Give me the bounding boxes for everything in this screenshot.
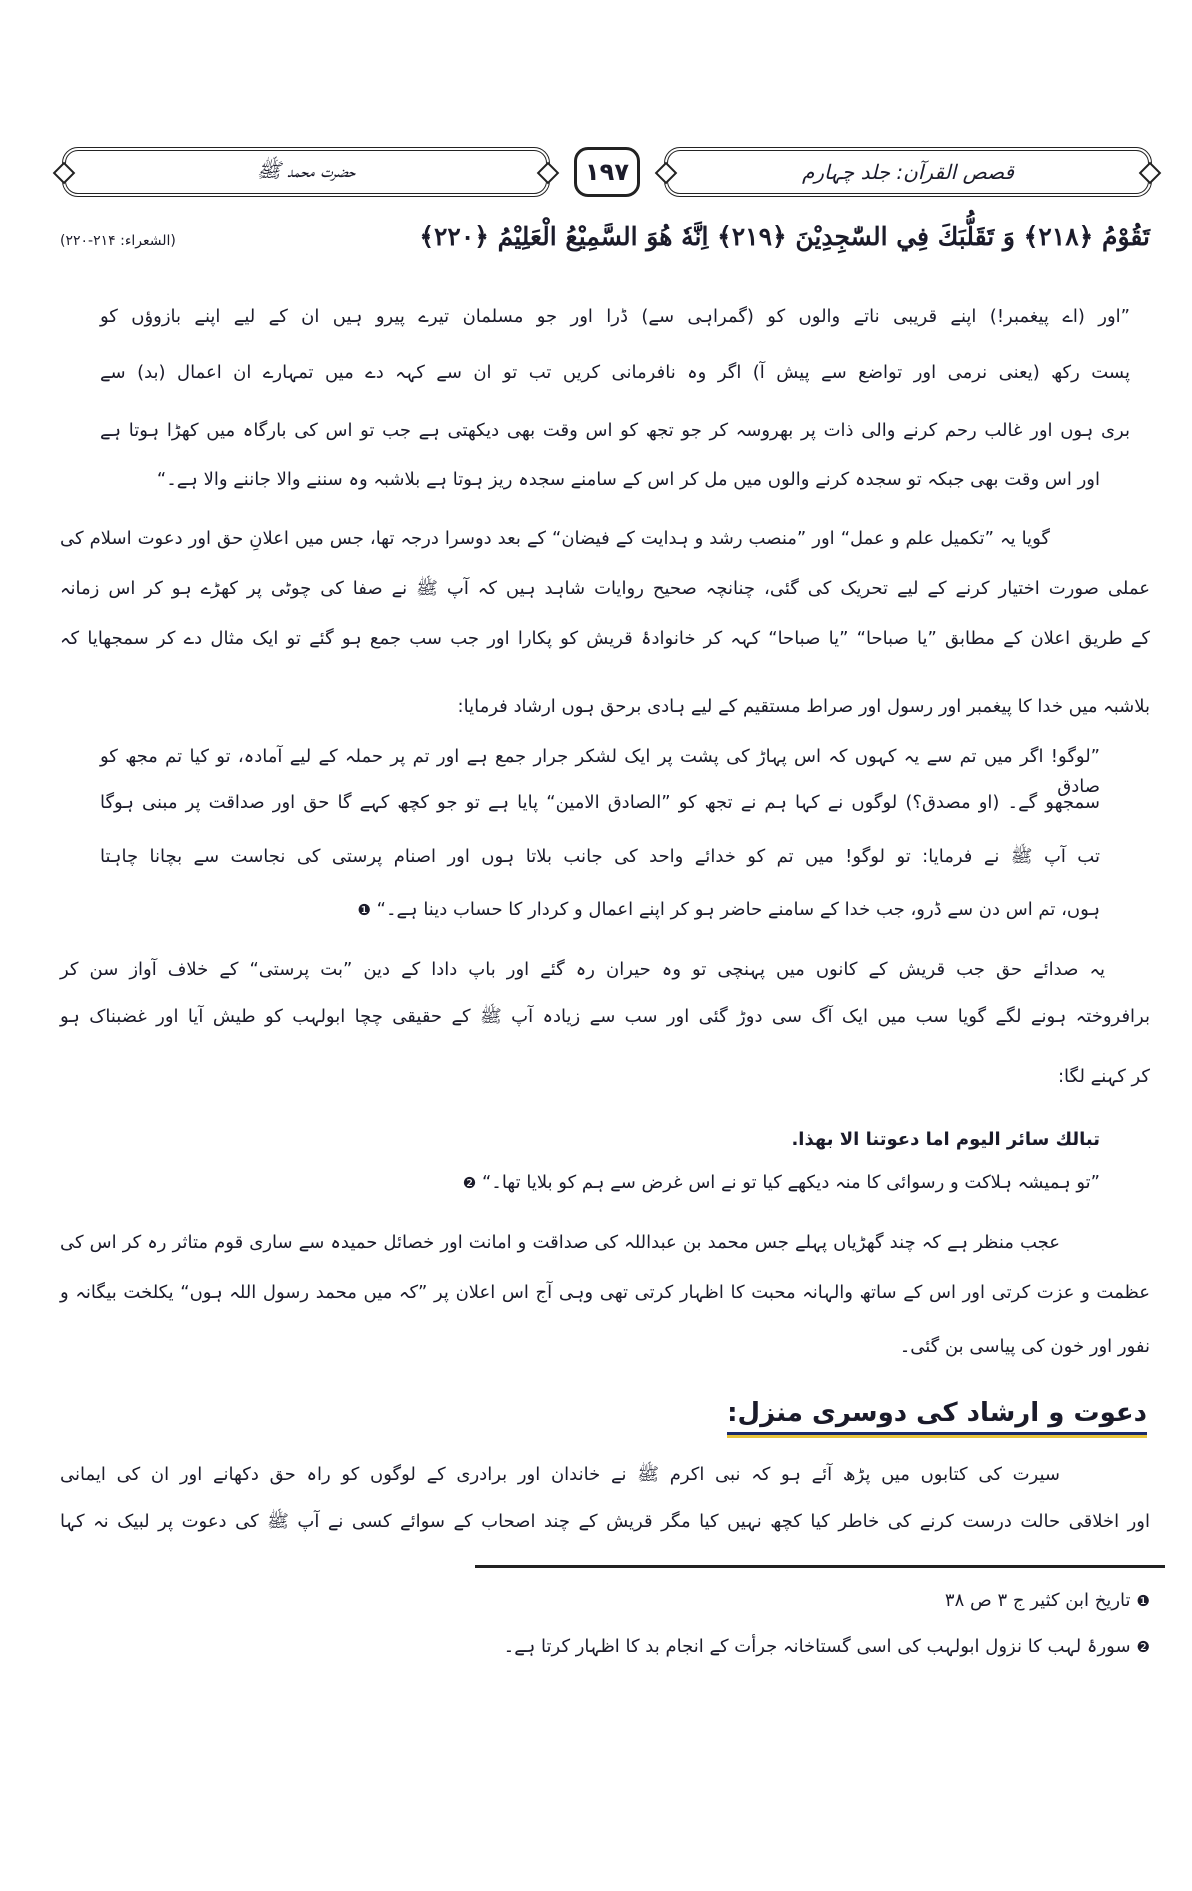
footnote-separator (475, 1565, 1165, 1568)
page-number: ۱۹۷ (574, 147, 640, 197)
text-line: ”اور (اے پیغمبر!) اپنے قریبی ناتے والوں کو (گمراہی سے) ڈرا اور جو مسلمان تیرے پیرو ہیں ان کے لیے اپنے بازوؤں کو (100, 306, 1130, 327)
footnote-2 (60, 1636, 1150, 1657)
text-line: عملی صورت اختیار کرنے کے لیے تحریک کی گئی، چنانچہ صحیح روایات شاہد ہیں کہ آپ ﷺ نے صفا کی چوٹی پر کھڑے ہو کر اس زمانہ (60, 578, 1150, 599)
text-line (100, 1168, 1100, 1198)
ayah-text: تَقُوْمُ ﴿۲۱۸﴾ وَ تَقَلُّبَكَ فِي السّٰجِدِيْنَ ﴿۲۱۹﴾ اِنَّهٗ هُوَ السَّمِيْعُ الْعَلِيْمُ ﴿۲۲۰﴾ (419, 222, 1150, 251)
text-line: سمجھو گے۔ (او مصدق؟) لوگوں نے کہا ہم نے تجھ کو ”الصادق الامین“ پایا ہے تو جو کچھ کہے گا حق اور صداقت پر مبنی ہوگا (100, 792, 1100, 813)
text-line-content: ہوں، تم اس دن سے ڈرو، جب خدا کے سامنے حاضر ہو کر اپنے اعمال و کردار کا حساب دینا ہے۔“ (376, 899, 1100, 920)
running-header-chapter (62, 147, 550, 197)
book-title: قصص القرآن: جلد چہارم (802, 160, 1014, 184)
text-line: اور اس وقت بھی جبکہ تو سجدہ کرنے والوں میں مل کر اس کے سامنے سجدہ ریز ہوتا ہے بلاشبہ وہ سننے والا جاننے والا ہے۔“ (156, 469, 1100, 490)
text-line: کر کہنے لگا: (1057, 1066, 1150, 1087)
running-header-book (664, 147, 1152, 197)
text-line: گویا یہ ”تکمیل علم و عمل“ اور ”منصب رشد و ہدایت کے فیضان“ کے بعد دوسرا درجہ تھا، جس میں اعلانِ حق اور دعوت اسلام کی (60, 528, 1050, 549)
footnote-1 (60, 1590, 1150, 1611)
footnote-marker-icon: ❶ (1136, 1592, 1150, 1610)
footnote-text: تاریخ ابن کثیر ج ۳ ص ۳۸ (944, 1590, 1131, 1611)
text-line: سیرت کی کتابوں میں پڑھ آئے ہو کہ نبی اکرم ﷺ نے خاندان اور برادری کے لوگوں کو راہ حق دکھانے اور ان کی ایمانی (60, 1464, 1060, 1485)
text-line: اور اخلاقی حالت درست کرنے کی خاطر کیا کچھ نہیں کیا مگر قریش کے چند اصحاب کے سوائے کسی نے آپ ﷺ کی دعوت پر لبیک نہ کہا (60, 1511, 1150, 1532)
text-line: یہ صدائے حق جب قریش کے کانوں میں پہنچی تو وہ حیران رہ گئے اور باپ دادا کے دین ”بت پرستی“ کے خلاف آواز سن کر (60, 959, 1105, 980)
text-line: ”لوگو! اگر میں تم سے یہ کہوں کہ اس پہاڑ کی پشت پر ایک لشکر جرار جمع ہے اور تم پر حملہ کے لیے آمادہ، تو کیا تم مجھ کو صادق (100, 746, 1100, 797)
text-line: بری ہوں اور غالب رحم کرنے والی ذات پر بھروسہ کر جو تجھ کو اس وقت بھی دیکھتی ہے جب تو اس کی بارگاہ میں کھڑا ہوتا ہے (100, 420, 1130, 441)
text-line: عظمت و عزت کرتی اور اس کے ساتھ والہانہ محبت کا اظہار کرتی تھی وہی آج اس اعلان پر ”کہ میں محمد رسول اللہ ہوں“ یکلخت بیگانہ و (60, 1282, 1150, 1303)
section-heading: دعوت و ارشاد کی دوسری منزل: (727, 1398, 1147, 1435)
footnote-marker-icon: ❷ (1136, 1638, 1150, 1656)
text-line: تب آپ ﷺ نے فرمایا: تو لوگو! میں تم کو خدائے واحد کی جانب بلاتا ہوں اور اصنام پرستی کی نجاست سے بچانا چاہتا (100, 846, 1100, 867)
chapter-title: حضرت محمد ﷺ (256, 157, 356, 182)
text-line: کے طریق اعلان کے مطابق ”یا صباحا“ ”یا صباحا“ کہہ کر خانوادۂ قریش کو پکارا اور جب سب جمع ہو گئے تو ایک مثال دے کر سمجھایا کہ (60, 628, 1150, 649)
text-line: پست رکھ (یعنی نرمی اور تواضع سے پیش آ) اگر وہ نافرمانی کریں تب تو ان سے کہہ دے میں تمہارے ان اعمال (بد) سے (100, 362, 1130, 383)
text-line-content: ”تو ہمیشہ ہلاکت و رسوائی کا منہ دیکھے کیا تو نے اس غرض سے ہم کو بلایا تھا۔“ (481, 1172, 1100, 1193)
text-line: برافروختہ ہونے لگے گویا سب میں ایک آگ سی دوڑ گئی اور سب سے زیادہ آپ ﷺ کے حقیقی چچا ابولہب کو طیش آیا اور غضبناک ہو (60, 1006, 1150, 1027)
text-line (100, 895, 1100, 925)
text-line: نفور اور خون کی پیاسی بن گئی۔ (899, 1336, 1150, 1357)
text-line: بلاشبہ میں خدا کا پیغمبر اور رسول اور صراط مستقیم کے لیے ہادی برحق ہوں ارشاد فرمایا: (457, 696, 1150, 717)
arabic-quote: تبالك سائر اليوم اما دعوتنا الا بهذا. (791, 1129, 1100, 1150)
text-line: عجب منظر ہے کہ چند گھڑیاں پہلے جس محمد بن عبداللہ کی صداقت و امانت اور خصائل حمیدہ سے ساری قوم متاثر رہ کر اس کی (60, 1232, 1060, 1253)
footnote-text: سورۂ لہب کا نزول ابولہب کی اسی گستاخانہ جرأت کے انجام بد کا اظہار کرتا ہے۔ (503, 1636, 1131, 1657)
footnote-marker-1[interactable]: ❶ (357, 901, 371, 919)
ayah-reference: (الشعراء: ۲۱۴-۲۲۰) (60, 233, 176, 249)
quran-verse (60, 222, 1150, 251)
footnote-marker-2[interactable]: ❷ (462, 1174, 477, 1192)
